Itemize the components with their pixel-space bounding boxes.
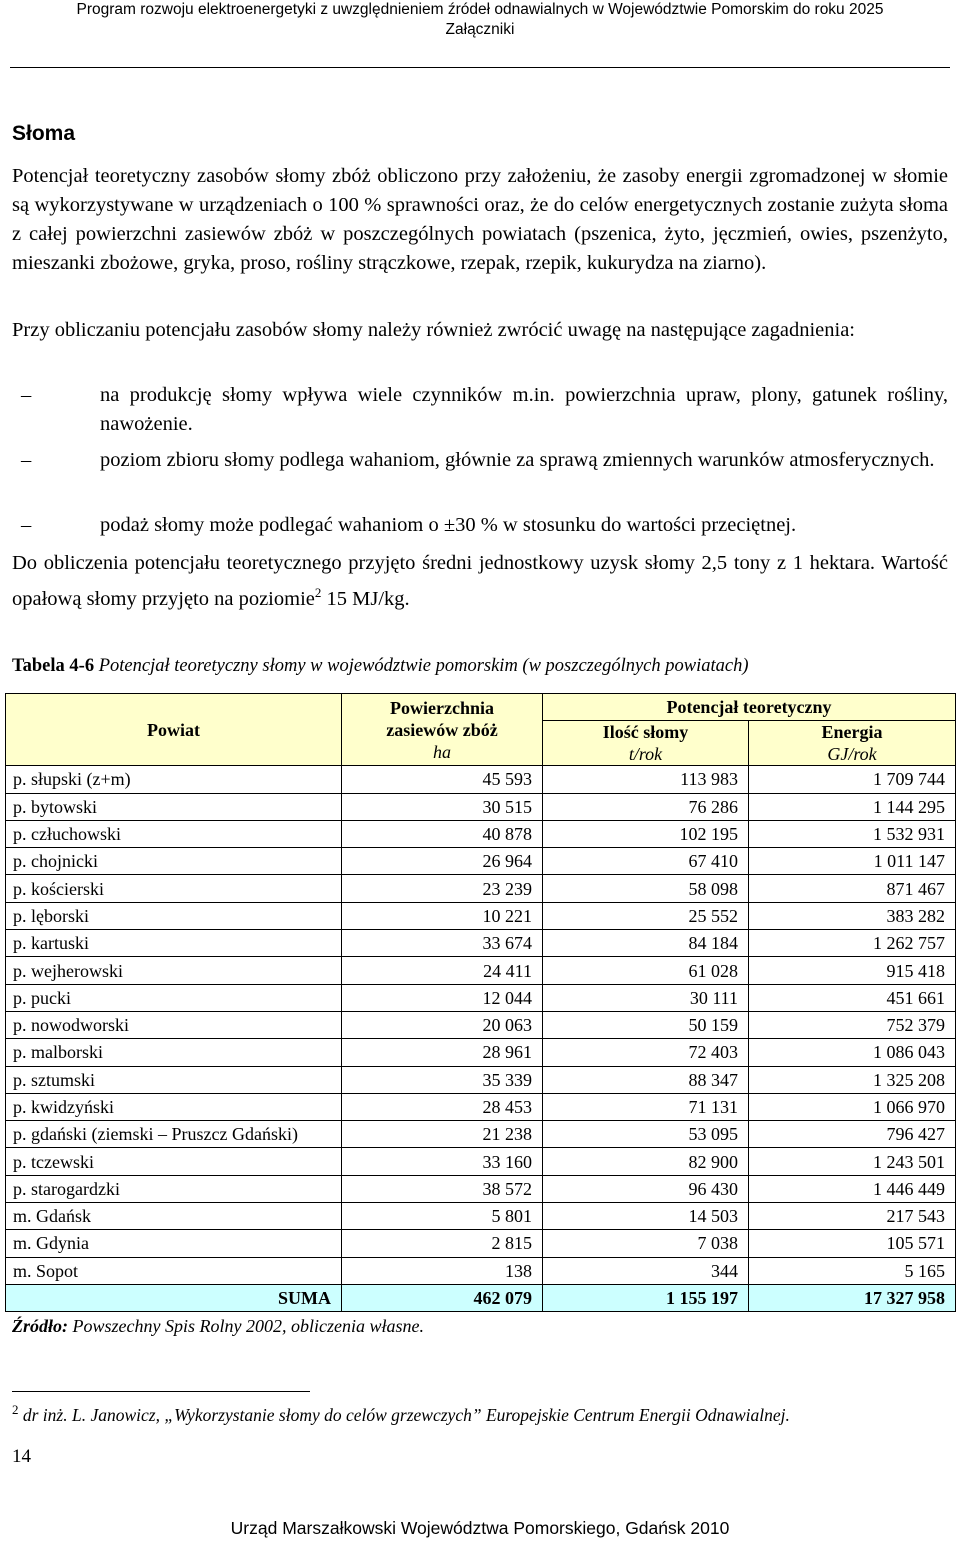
table-row [6, 957, 956, 984]
cell-straw: 82 900 [543, 1148, 749, 1175]
header-area-line1: Powierzchnia [390, 697, 494, 718]
cell-powiat: p. lęborski [6, 902, 342, 929]
cell-straw: 14 503 [543, 1203, 749, 1230]
cell-powiat: p. gdański (ziemski – Pruszcz Gdański) [6, 1121, 342, 1148]
table-source [12, 1316, 424, 1337]
table-row [6, 1148, 956, 1175]
cell-straw: 84 184 [543, 930, 749, 957]
header-divider [10, 67, 950, 68]
header-energy [749, 721, 956, 766]
cell-straw: 30 111 [543, 984, 749, 1011]
table-row [6, 848, 956, 875]
bullet-dash: – [21, 384, 32, 406]
cell-energy: 1 011 147 [749, 848, 956, 875]
cell-area: 23 239 [342, 875, 543, 902]
cell-area: 28 961 [342, 1039, 543, 1066]
straw-potential-table [5, 693, 956, 1312]
paragraph-calculation-text: Do obliczenia potencjału teoretycznego przyjęto średni jednostkowy uzysk słomy 2,5 tony z 1 hektara. Wartość opałową słomy przyjęto na poziomie [12, 552, 948, 610]
header-area-line2: zasiewów zbóż [386, 719, 498, 740]
bullet-text: poziom zbioru słomy podlega wahaniom, głównie za sprawą zmiennych warunków atmosferycznych. [100, 449, 935, 471]
cell-straw: 113 983 [543, 766, 749, 793]
header-powiat: Powiat [6, 694, 342, 766]
header-subtitle: Załączniki [445, 21, 515, 38]
cell-straw: 344 [543, 1257, 749, 1284]
cell-area: 33 674 [342, 930, 543, 957]
bullet-dash: – [21, 449, 32, 471]
cell-area: 5 801 [342, 1203, 543, 1230]
source-text: Powszechny Spis Rolny 2002, obliczenia własne. [68, 1316, 424, 1336]
table-row [6, 1011, 956, 1038]
cell-powiat: m. Sopot [6, 1257, 342, 1284]
cell-energy: 105 571 [749, 1230, 956, 1257]
cell-powiat: p. pucki [6, 984, 342, 1011]
header-area [342, 694, 543, 766]
cell-powiat: p. sztumski [6, 1066, 342, 1093]
cell-area: 45 593 [342, 766, 543, 793]
cell-area: 462 079 [342, 1284, 543, 1311]
table-row [6, 1257, 956, 1284]
cell-powiat: p. tczewski [6, 1148, 342, 1175]
cell-straw: 71 131 [543, 1093, 749, 1120]
table-row [6, 1230, 956, 1257]
cell-energy: 1 325 208 [749, 1066, 956, 1093]
cell-area: 26 964 [342, 848, 543, 875]
header-straw-label: Ilość słomy [602, 722, 689, 743]
cell-area: 12 044 [342, 984, 543, 1011]
cell-straw: 7 038 [543, 1230, 749, 1257]
cell-straw: 61 028 [543, 957, 749, 984]
section-title: Słoma [12, 122, 76, 145]
bullet-text: podaż słomy może podlegać wahaniom o ±30 % w stosunku do wartości przeciętnej. [100, 514, 797, 536]
footnote-number: 2 [12, 1402, 19, 1417]
cell-energy: 1 144 295 [749, 793, 956, 820]
table-row [6, 1039, 956, 1066]
cell-area: 20 063 [342, 1011, 543, 1038]
page-footer: Urząd Marszałkowski Województwa Pomorskiego, Gdańsk 2010 [230, 1518, 730, 1538]
cell-powiat: p. słupski (z+m) [6, 766, 342, 793]
cell-powiat: p. bytowski [6, 793, 342, 820]
paragraph-considerations: Przy obliczaniu potencjału zasobów słomy należy również zwrócić uwagę na następujące zagadnienia: [12, 319, 856, 341]
bullet-dash: – [21, 514, 32, 536]
source-label: Źródło: [12, 1316, 68, 1336]
cell-straw: 76 286 [543, 793, 749, 820]
cell-area: 138 [342, 1257, 543, 1284]
cell-area: 10 221 [342, 902, 543, 929]
cell-powiat: p. chojnicki [6, 848, 342, 875]
cell-area: 35 339 [342, 1066, 543, 1093]
cell-powiat: p. kartuski [6, 930, 342, 957]
header-energy-label: Energia [821, 722, 883, 743]
footnote [12, 1402, 790, 1426]
cell-powiat: p. kwidzyński [6, 1093, 342, 1120]
cell-energy: 217 543 [749, 1203, 956, 1230]
header-title: Program rozwoju elektroenergetyki z uwzględnieniem źródeł odnawialnych w Województwie Pomorskim do roku 2025 [76, 1, 884, 18]
cell-area: 28 453 [342, 1093, 543, 1120]
cell-energy: 796 427 [749, 1121, 956, 1148]
cell-straw: 67 410 [543, 848, 749, 875]
cell-straw: 96 430 [543, 1175, 749, 1202]
footnote-reference[interactable]: 2 [314, 585, 322, 600]
paragraph-calculation [12, 549, 948, 614]
cell-powiat: p. kościerski [6, 875, 342, 902]
cell-area: 2 815 [342, 1230, 543, 1257]
cell-energy: 1 262 757 [749, 930, 956, 957]
cell-area: 38 572 [342, 1175, 543, 1202]
cell-straw: 1 155 197 [543, 1284, 749, 1311]
cell-energy: 383 282 [749, 902, 956, 929]
footnote-text: dr inż. L. Janowicz, „Wykorzystanie słomy do celów grzewczych” Europejskie Centrum Energii Odnawialnej. [18, 1404, 790, 1425]
table-row [6, 984, 956, 1011]
cell-energy: 17 327 958 [749, 1284, 956, 1311]
cell-energy: 1 709 744 [749, 766, 956, 793]
cell-powiat: p. człuchowski [6, 820, 342, 847]
cell-straw: 53 095 [543, 1121, 749, 1148]
cell-straw: 58 098 [543, 875, 749, 902]
cell-powiat: p. wejherowski [6, 957, 342, 984]
cell-powiat: m. Gdynia [6, 1230, 342, 1257]
cell-energy: 1 243 501 [749, 1148, 956, 1175]
paragraph-calculation-tail: 15 MJ/kg. [321, 587, 410, 610]
cell-powiat: p. malborski [6, 1039, 342, 1066]
table-row [6, 875, 956, 902]
header-straw-unit: t/rok [628, 744, 663, 765]
cell-straw: 88 347 [543, 1066, 749, 1093]
header-potential: Potencjał teoretyczny [543, 694, 956, 721]
cell-powiat: m. Gdańsk [6, 1203, 342, 1230]
table-row [6, 820, 956, 847]
table-row [6, 793, 956, 820]
cell-energy: 1 066 970 [749, 1093, 956, 1120]
cell-straw: 102 195 [543, 820, 749, 847]
sum-label: SUMA [6, 1284, 342, 1311]
cell-straw: 25 552 [543, 902, 749, 929]
table-row [6, 1066, 956, 1093]
cell-straw: 72 403 [543, 1039, 749, 1066]
page-number: 14 [12, 1446, 31, 1467]
table-row [6, 930, 956, 957]
header-area-unit: ha [433, 741, 451, 762]
bullet-text: na produkcję słomy wpływa wiele czynników m.in. powierzchnia upraw, plony, gatunek rośliny, nawożenie. [100, 384, 948, 435]
paragraph-assumptions: Potencjał teoretyczny zasobów słomy zbóż obliczono przy założeniu, że zasoby energii zgromadzonej w słomie są wykorzystywane w urządzeniach o 100 % sprawności oraz, że do celów energetycznych zostanie zużyta słoma z całej powierzchni zasiewów zbóż w poszczególnych powiatach (pszenica, żyto, jęczmień, owies, pszenżyto, mieszanki zbożowe, gryka, proso, rośliny strączkowe, rzepak, rzepik, kukurydza na ziarno). [12, 165, 948, 274]
table-row [6, 1203, 956, 1230]
table-row [6, 902, 956, 929]
cell-straw: 50 159 [543, 1011, 749, 1038]
cell-energy: 1 086 043 [749, 1039, 956, 1066]
table-caption-label: Tabela 4-6 [12, 656, 95, 676]
table-sum-row [6, 1284, 956, 1311]
table-caption [12, 656, 749, 677]
cell-energy: 752 379 [749, 1011, 956, 1038]
cell-area: 40 878 [342, 820, 543, 847]
cell-energy: 915 418 [749, 957, 956, 984]
cell-energy: 5 165 [749, 1257, 956, 1284]
table-caption-text: Potencjał teoretyczny słomy w województwie pomorskim (w poszczególnych powiatach) [98, 656, 749, 676]
footnote-divider [12, 1391, 310, 1392]
header-straw [543, 721, 749, 766]
cell-powiat: p. starogardzki [6, 1175, 342, 1202]
table-row [6, 1175, 956, 1202]
cell-powiat: p. nowodworski [6, 1011, 342, 1038]
cell-area: 33 160 [342, 1148, 543, 1175]
cell-area: 30 515 [342, 793, 543, 820]
page-header [0, 0, 960, 40]
cell-area: 21 238 [342, 1121, 543, 1148]
table-row [6, 1121, 956, 1148]
table-row [6, 1093, 956, 1120]
cell-energy: 1 532 931 [749, 820, 956, 847]
cell-energy: 451 661 [749, 984, 956, 1011]
cell-energy: 871 467 [749, 875, 956, 902]
cell-energy: 1 446 449 [749, 1175, 956, 1202]
table-row [6, 766, 956, 793]
header-energy-unit: GJ/rok [827, 744, 877, 765]
cell-area: 24 411 [342, 957, 543, 984]
